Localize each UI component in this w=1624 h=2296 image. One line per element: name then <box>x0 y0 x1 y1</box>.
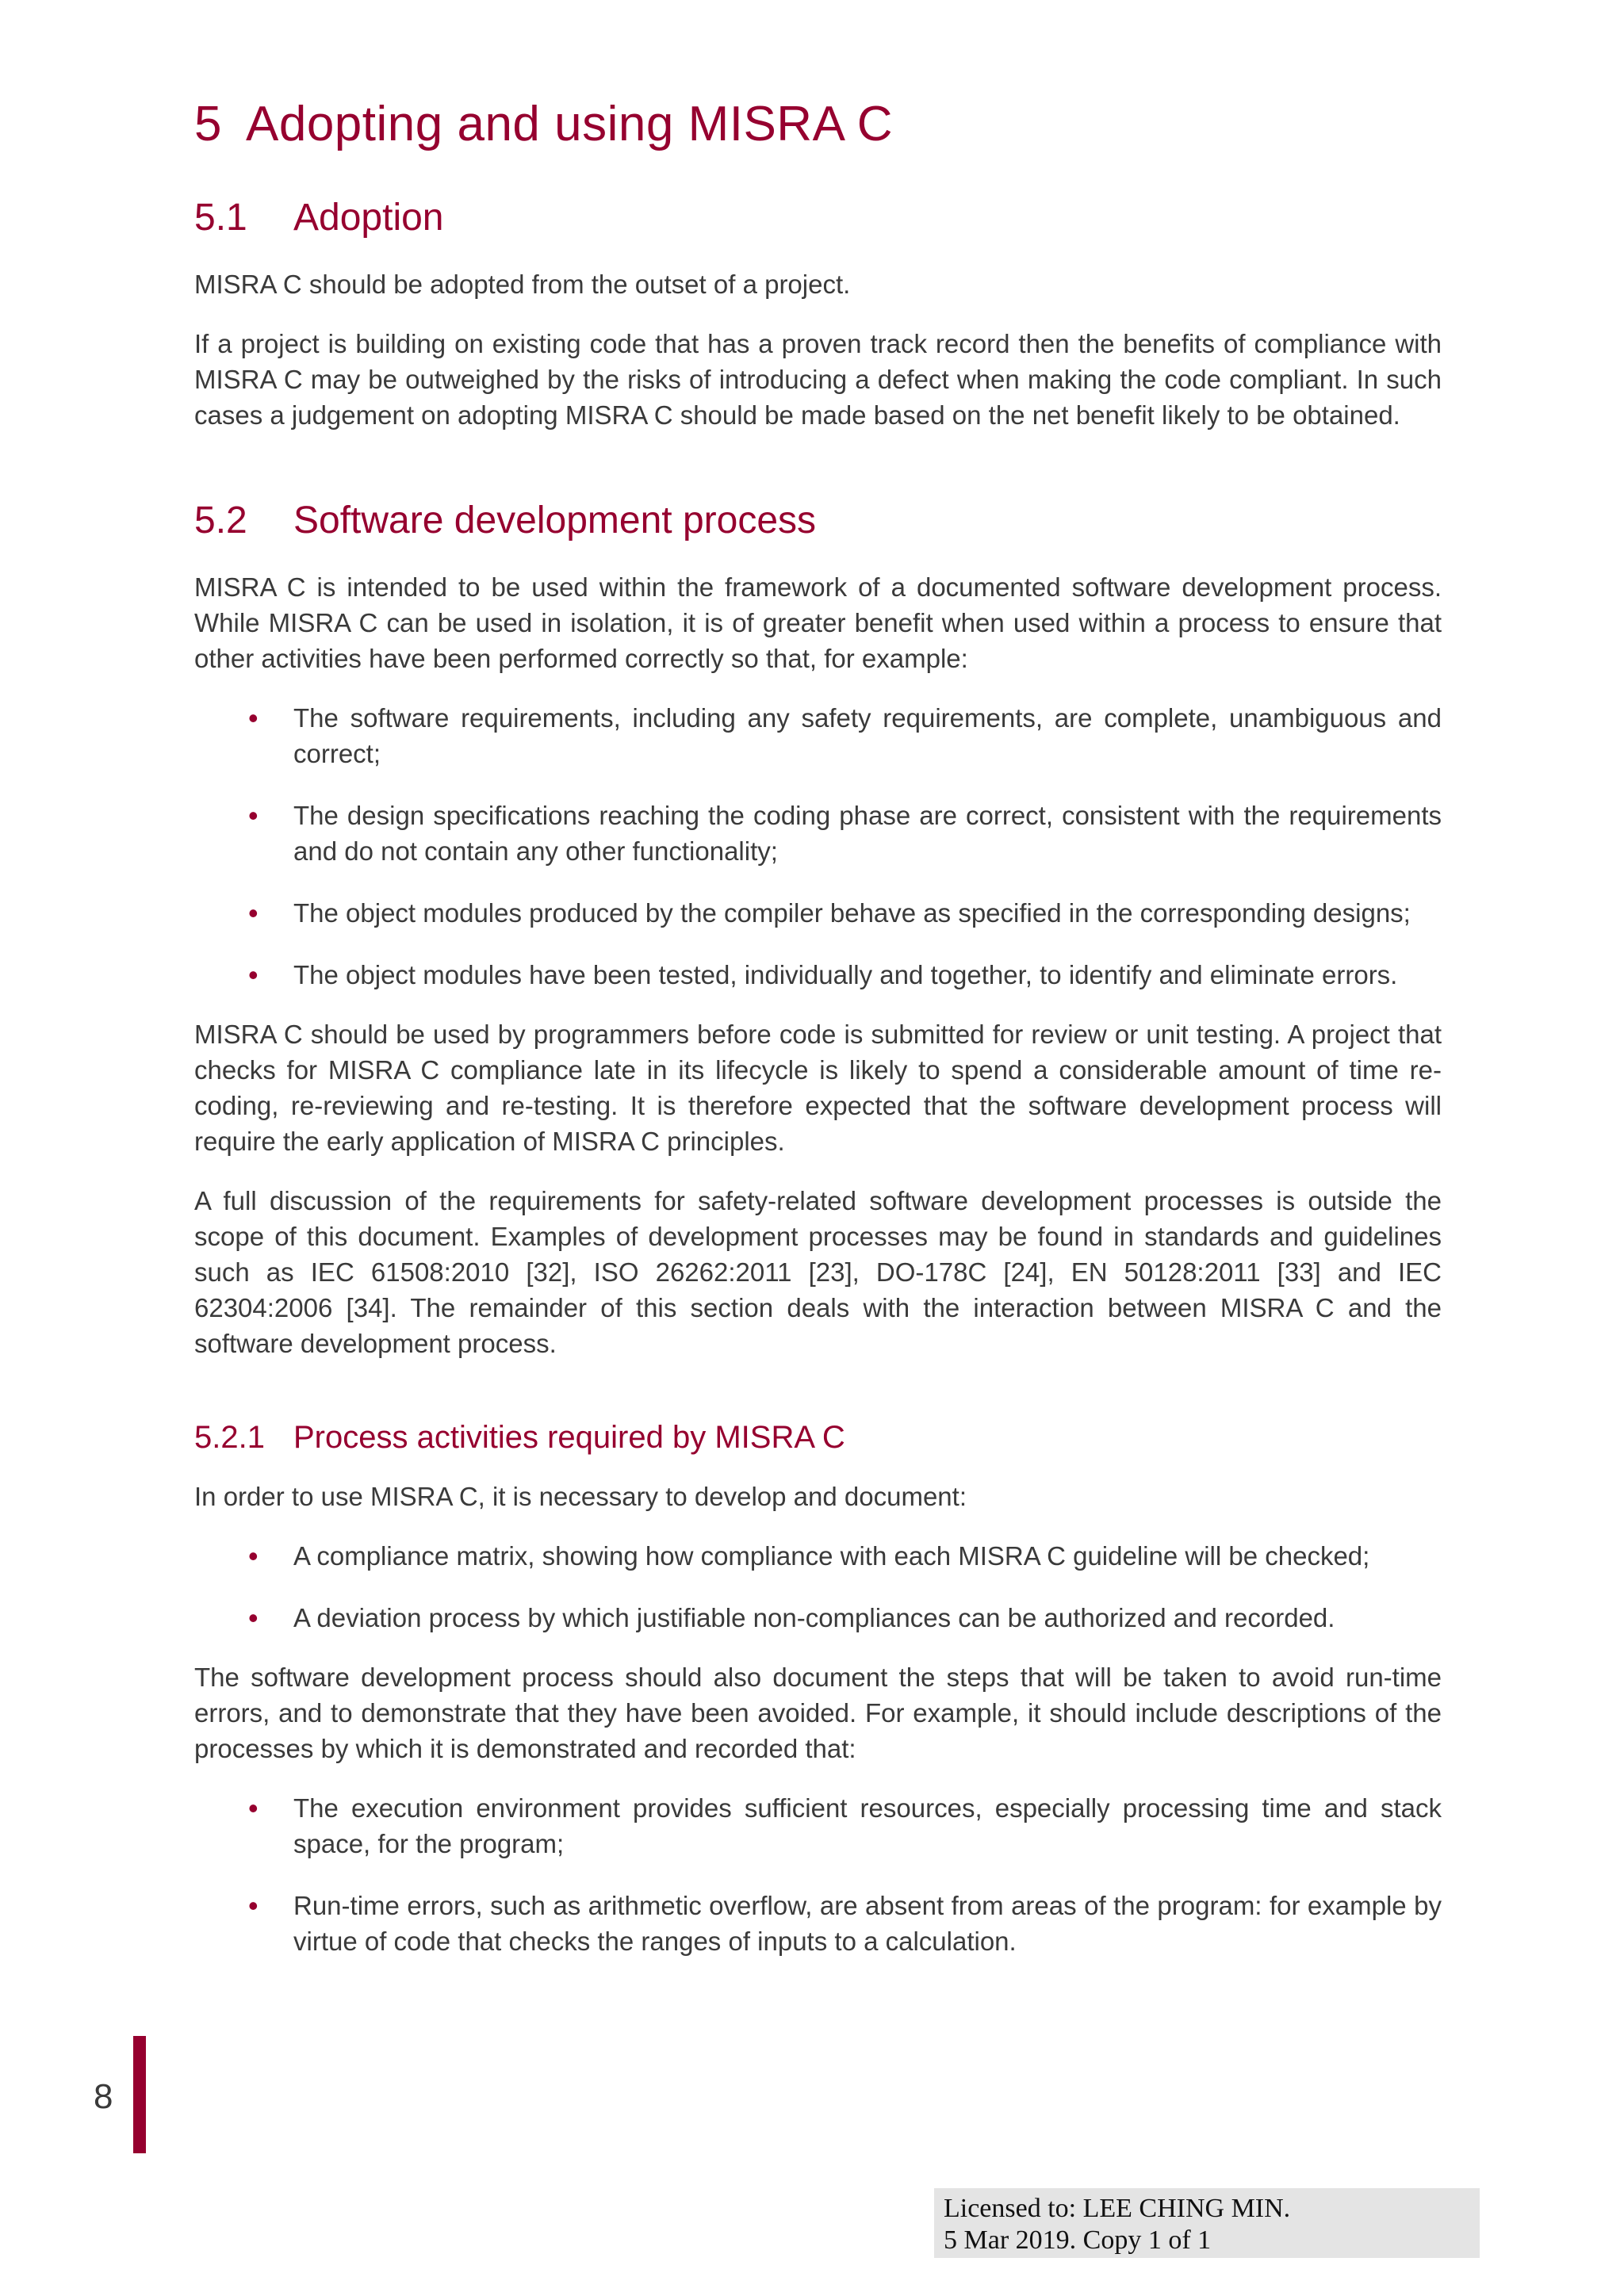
subsection-number: 5.2.1 <box>194 1419 265 1455</box>
section-number: 5.1 <box>194 197 247 239</box>
list-item-text: The design specifications reaching the coding phase are correct, consistent with the requirements and do not contain any other functionality; <box>293 800 1442 866</box>
bullet-list <box>194 1790 1442 1959</box>
chapter-title <box>194 95 1442 154</box>
bullet-icon: • <box>248 1601 259 1634</box>
bullet-list <box>194 700 1442 993</box>
paragraph: In order to use MISRA C, it is necessary to develop and document: <box>194 1481 967 1511</box>
subsection-title: Process activities required by MISRA C <box>293 1419 845 1455</box>
section-heading-5-2 <box>194 498 1442 544</box>
license-stamp <box>934 2188 1480 2258</box>
page-number-bar <box>133 2036 146 2153</box>
section-heading-5-1 <box>194 195 1442 241</box>
paragraph: MISRA C should be used by programmers before code is submitted for review or unit testing. A project that checks for MISRA C compliance late in its lifecycle is likely to spend a considerable amount of time re-coding, re-reviewing and re-testing. It is therefore expected that the software development process will require the early application of MISRA C principles. <box>194 1019 1442 1156</box>
license-line: Licensed to: LEE CHING MIN. <box>944 2194 1291 2223</box>
section-gap <box>194 1385 1442 1418</box>
bullet-list <box>194 1538 1442 1636</box>
list-item-text: A deviation process by which justifiable non-compliances can be authorized and recorded. <box>293 1602 1335 1632</box>
list-item-text: The software requirements, including any safety requirements, are complete, unambiguous and correct; <box>293 702 1442 768</box>
bullet-icon: • <box>248 958 259 991</box>
paragraph: MISRA C is intended to be used within the framework of a documented software development process. While MISRA C can be used in isolation, it is of greater benefit when used within a process to ensure that other activities have been performed correctly so that, for example: <box>194 572 1442 673</box>
list-item <box>194 700 1442 771</box>
bullet-icon: • <box>248 701 259 734</box>
bullet-icon: • <box>248 1539 259 1572</box>
list-item-text: Run-time errors, such as arithmetic overflow, are absent from areas of the program: for example by virtue of code that checks the ranges of inputs to a calculation. <box>293 1890 1442 1956</box>
paragraph: A full discussion of the requirements for safety-related software development processes is outside the scope of this document. Examples of development processes may be found in standards and guidelines such as IEC 61508:2010 [32], ISO 26262:2011 [23], DO-178C [24], EN 50128:2011 [33] and IEC 62304:2006 [34]. The remainder of this section deals with the interaction between MISRA C and the software development process. <box>194 1185 1442 1358</box>
list-item <box>194 798 1442 869</box>
paragraph: The software development process should also document the steps that will be taken to avoid run-time errors, and to demonstrate that they have been avoided. For example, it should include descriptions of the processes by which it is demonstrated and recorded that: <box>194 1662 1442 1763</box>
section-title: Adoption <box>293 197 444 239</box>
paragraph: If a project is building on existing code that has a proven track record then the benefits of compliance with MISRA C may be outweighed by the risks of introducing a defect when making the code compliant. In such cases a judgement on adopting MISRA C should be made based on the net benefit likely to be obtained. <box>194 328 1442 430</box>
chapter-number: 5 <box>194 97 222 151</box>
list-item-text: The object modules produced by the compiler behave as specified in the corresponding designs; <box>293 897 1411 928</box>
list-item <box>194 1790 1442 1862</box>
paragraph: MISRA C should be adopted from the outset of a project. <box>194 269 851 299</box>
page-number: 8 <box>94 2077 113 2116</box>
section-number: 5.2 <box>194 499 247 541</box>
page-content <box>194 95 1442 1985</box>
bullet-icon: • <box>248 1888 259 1922</box>
list-item <box>194 1888 1442 1959</box>
bullet-icon: • <box>248 1791 259 1824</box>
list-item <box>194 1600 1442 1636</box>
list-item-text: A compliance matrix, showing how compliance with each MISRA C guideline will be checked; <box>293 1540 1370 1571</box>
list-item-text: The execution environment provides sufficient resources, especially processing time and stack space, for the program; <box>293 1793 1442 1858</box>
section-gap <box>194 457 1442 498</box>
list-item-text: The object modules have been tested, individually and together, to identify and eliminate errors. <box>293 959 1398 989</box>
license-line: 5 Mar 2019. Copy 1 of 1 <box>944 2225 1212 2255</box>
chapter-title-text: Adopting and using MISRA C <box>245 97 894 151</box>
subsection-heading-5-2-1 <box>194 1418 1442 1456</box>
list-item <box>194 1538 1442 1574</box>
section-title: Software development process <box>293 499 817 541</box>
bullet-icon: • <box>248 798 259 832</box>
bullet-icon: • <box>248 896 259 929</box>
list-item <box>194 957 1442 993</box>
list-item <box>194 895 1442 931</box>
